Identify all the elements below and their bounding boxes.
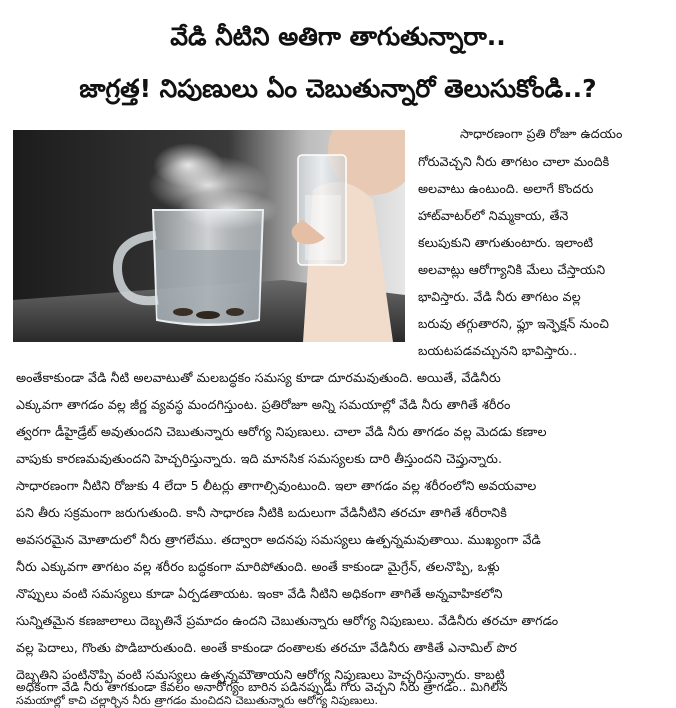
body-line: దెబ్బతిని పంటినొప్పి వంటి సమస్యలు ఉత్పన్నమౌతాయని ఆరోగ్య నిపుణులు హెచ్చరిస్తున్నారు. కాబట్టి (16, 667, 505, 682)
intro-line: భావిస్తారు. వేడి నీరు తాగటం వల్ల (418, 289, 581, 304)
body-line: సమయాల్లో కాచి చల్లార్చిన నీరు త్రాగడం మంచిదని చెబుతున్నారు ఆరోగ్య నిపుణులు. (16, 694, 379, 707)
intro-line: అలవాట్లు ఆరోగ్యానికి మేలు చేస్తాయని (418, 262, 606, 277)
body-line: వల్ల పెదాలు, గొంతు పొడిబారుతుంది. అంతే కాకుండా దంతాలకు తరచూ వేడినీరు తాకితే ఎనామిల్ పొర (16, 640, 517, 655)
intro-line: అలవాటు ఉంటుంది. అలాగే కొందరు (418, 181, 594, 196)
intro-line: సాధారణంగా ప్రతి రోజూ ఉదయం (460, 126, 623, 141)
body-line: సాధారణంగా నీటిని రోజుకు 4 లేదా 5 లీటర్లు తాగాల్సివుంటుంది. ఇలా తాగడం వల్ల శరీరంలోని అవయవాల (16, 478, 537, 493)
body-line: అధికంగా వేడి నీరు తాగకుండా కేవలం అనారోగ్యం బారిన పడినప్పుడు గోరు వెచ్చని నీరు త్రాగడం.. మిగిలిన (16, 680, 508, 694)
intro-line: గోరువెచ్చని నీరు తాగటం చాలా మందికి (418, 154, 610, 169)
intro-line: బరువు తగ్గుతారని, ఫ్లూ ఇన్ఫెక్షన్ నుంచి (418, 316, 609, 331)
intro-line: బయటపడవచ్చునని భావిస్తారు.. (418, 343, 578, 358)
body-line: సున్నితమైన కణజాలాలు దెబ్బతినే ప్రమాదం ఉందని చెబుతున్నారు ఆరోగ్య నిపుణులు. వేడినీరు తరచూ తాగడం (16, 613, 559, 628)
headline-line-2: జాగ్రత్త! నిపుణులు ఏం చెబుతున్నారో తెలుసుకోండి..? (79, 74, 597, 103)
headline-line-1: వేడి నీటిని అతిగా తాగుతున్నారా.. (170, 22, 506, 51)
body-line: అంతేకాకుండా వేడి నీటి అలవాటుతో మలబద్ధకం సమస్య కూడా దూరమవుతుంది. అయితే, వేడినీరు (16, 370, 501, 385)
body-line: పని తీరు సక్రమంగా జరుగుతుంది. కానీ సాధారణ నీటికి బదులుగా వేడినీటిని తరచూ తాగితే శరీరానికి (16, 505, 507, 520)
hot-water-mug-icon (13, 130, 405, 342)
body-line: నీరు ఎక్కువగా తాగటం వల్ల శరీరం బద్ధకంగా మారిపోతుంది. అంతే కాకుండా మైగ్రేన్, తలనొప్పి, ఒళ్లు (16, 559, 500, 574)
intro-line: హాట్‌వాటర్‌లో నిమ్మకాయ, తేనె (418, 208, 569, 223)
body-line: వాపుకు కారణమవుతుందని హెచ్చరిస్తున్నారు. ఇది మానసిక సమస్యలకు దారి తీస్తుందని చెప్తున్నారు. (16, 451, 503, 466)
hot-water-mug-photo (13, 130, 405, 342)
body-line: అవసరమైన మోతాదులో నీరు త్రాగలేము. తద్వారా అదనపు సమస్యలు ఉత్పన్నమవుతాయి. ముఖ్యంగా వేడి (16, 532, 541, 547)
body-line: నొప్పులు వంటి సమస్యలు కూడా ఏర్పడతాయట. ఇంకా వేడి నీటిని అధికంగా తాగితే అన్నవాహికలోని (16, 586, 503, 601)
body-line: త్వరగా డీహైడ్రేట్ అవుతుందని చెబుతున్నారు ఆరోగ్య నిపుణులు. చాలా వేడి నీరు తాగడం వల్ల మెదడు కణాల (16, 424, 547, 439)
body-line: ఎక్కువగా తాగడం వల్ల జీర్ణ వ్యవస్థ మందగిస్తుంట. ప్రతిరోజూ అన్ని సమయాల్లో వేడి నీరు తాగితే శరీరం (16, 397, 511, 412)
intro-line: కలుపుకుని తాగుతుంటారు. ఇలాంటి (418, 235, 594, 250)
